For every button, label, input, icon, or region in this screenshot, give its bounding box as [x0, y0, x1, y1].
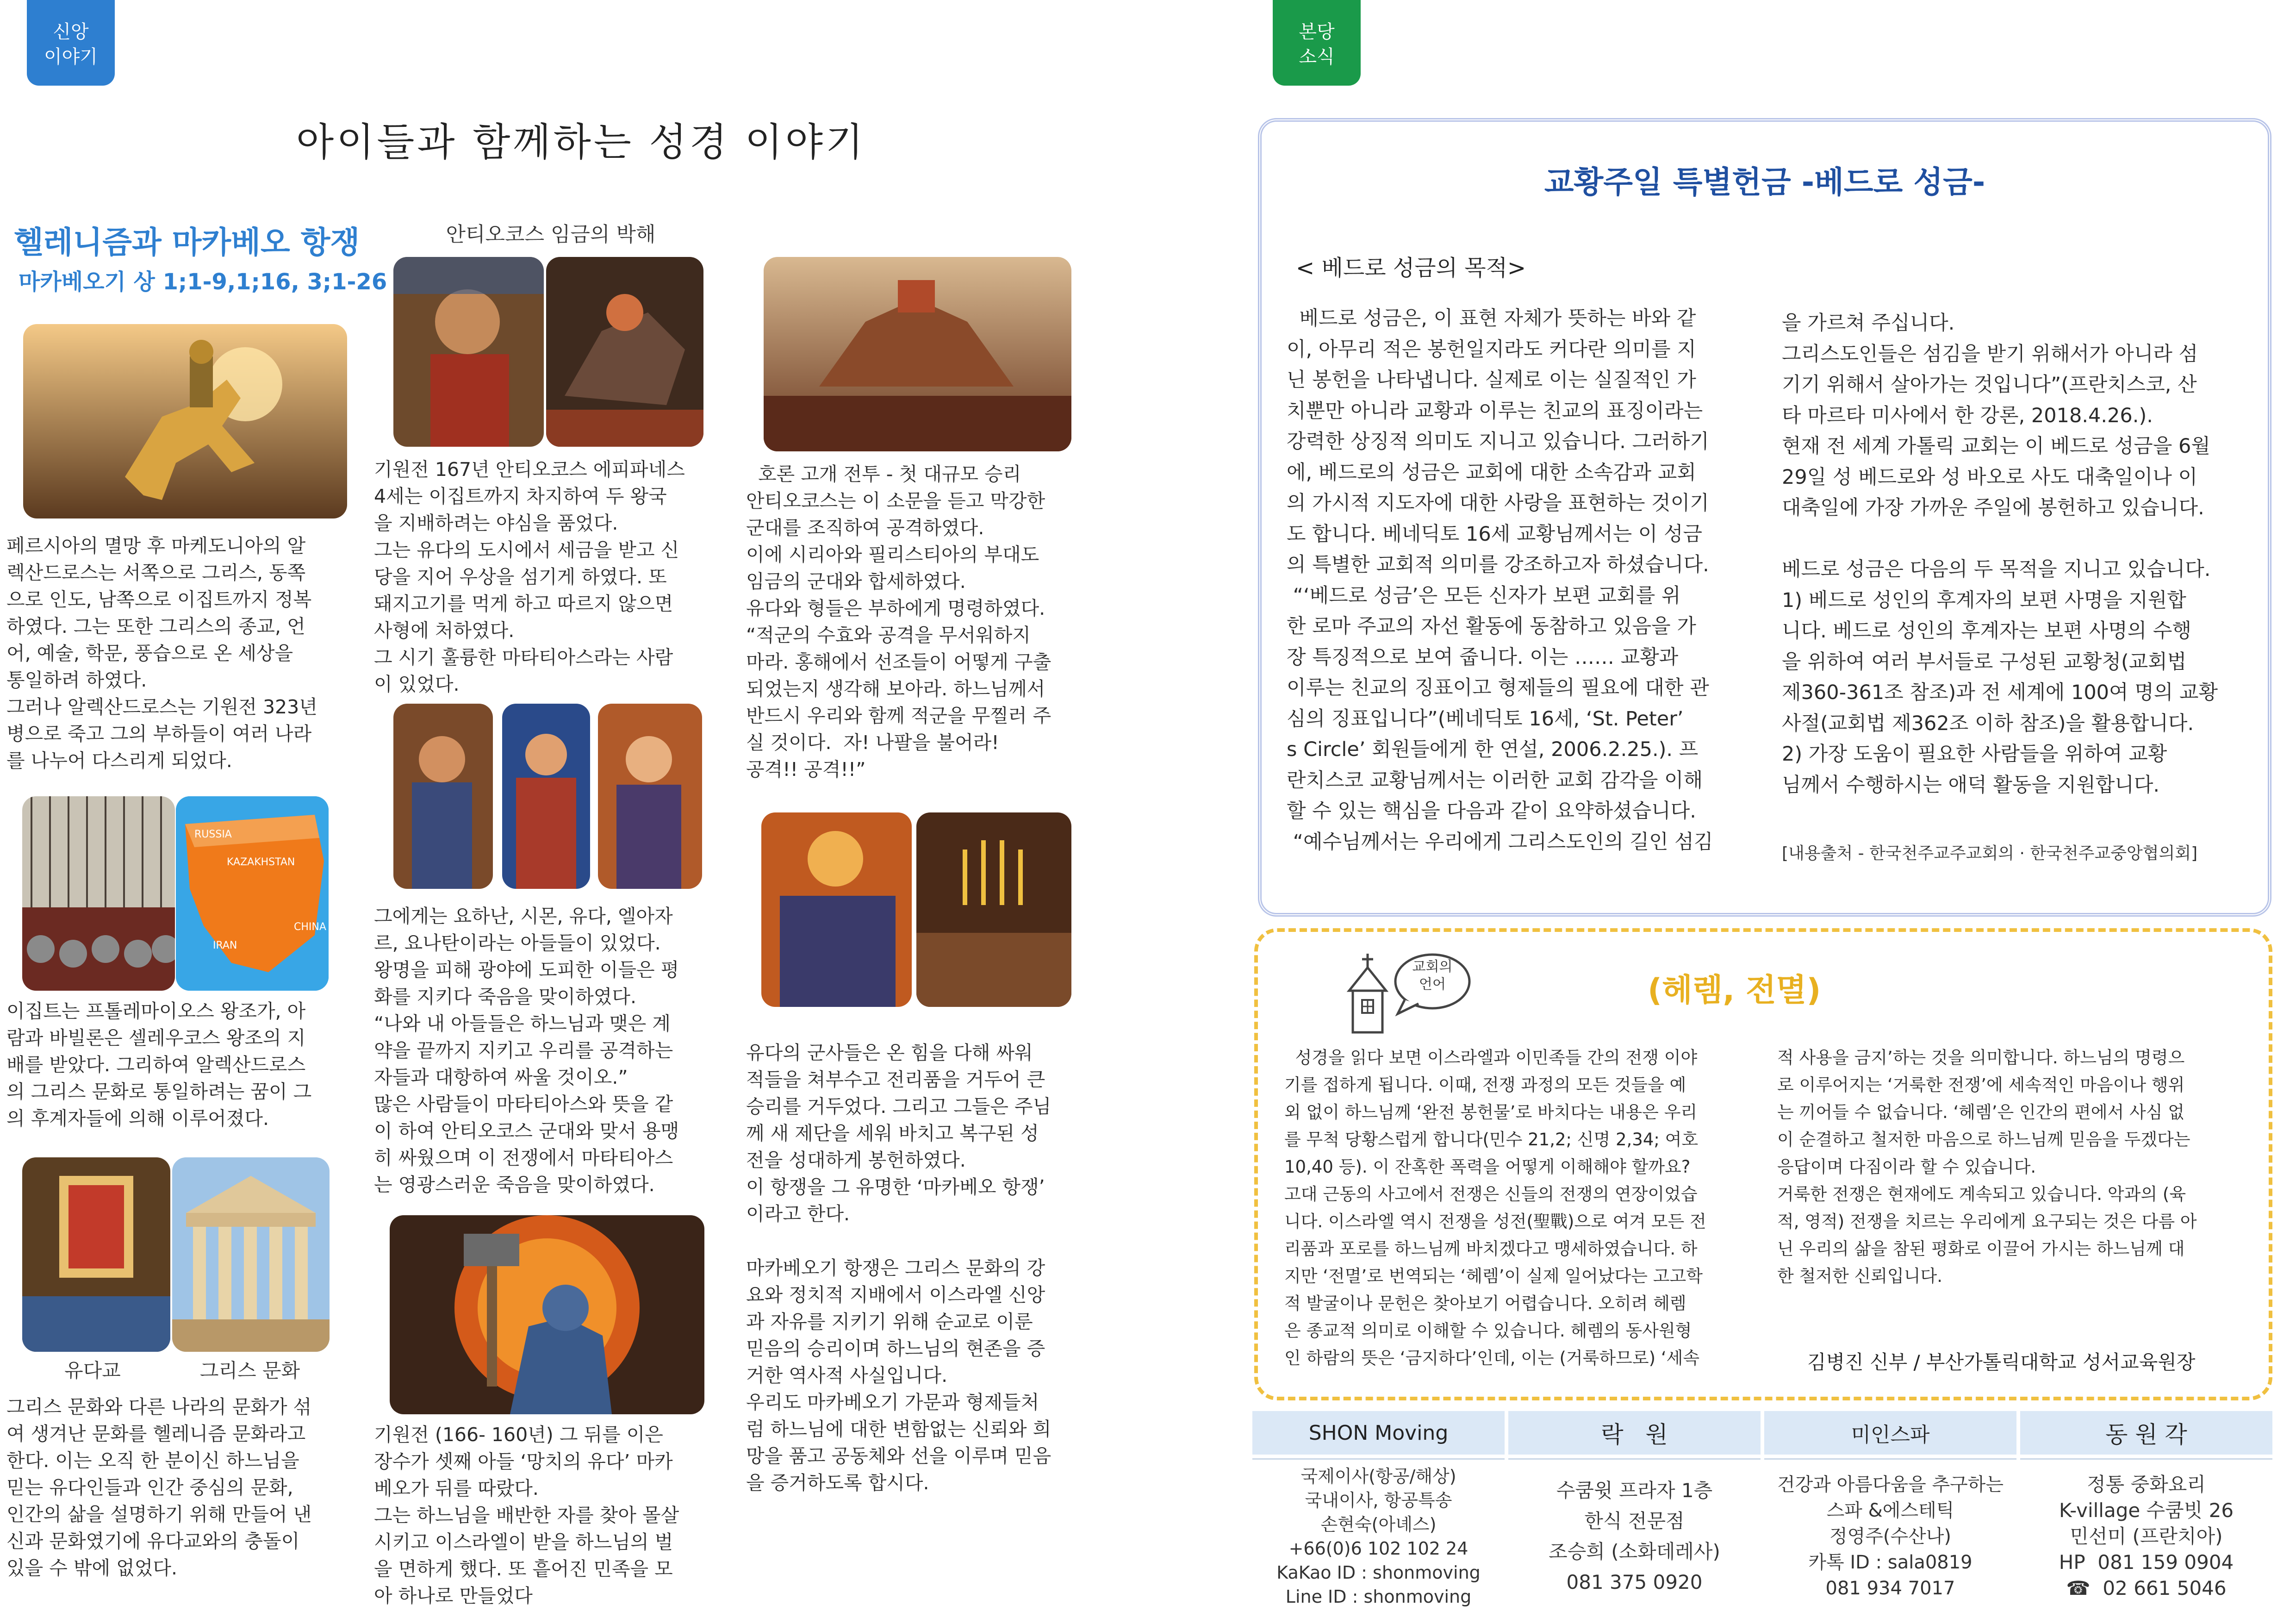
col1-paragraph-1: 페르시아의 멸망 후 마케도니아의 알 렉산드로스는 서쪽으로 그리스, 동쪽 으로 인도, 남쪽으로 이집트까지 정복 하였다. 그는 또한 그리스의 종교, 언 어, 예술, 학문, 풍습으로 온 세상을 통일하려 하였다. 그러나 알렉산드로스는 기원전 323년 병으로 죽고 그의 부하들이 여러 나라 를 나누어 다스리게 되었다. [6, 535, 317, 772]
map-label-kazakhstan: KAZAKHSTAN [227, 856, 295, 868]
caption-greek-culture: 그리스 문화 [199, 1359, 300, 1382]
herem-right-column: 적 사용을 금지’하는 것을 의미합니다. 하느님의 명령으 로 이루어지는 ‘거룩한 전쟁’에 세속적인 마음이나 행위 는 끼어들 수 없습니다. ‘헤렘’은 인간의 편에서 사심 없 이 순결하고 철저한 마음으로 하느님께 믿음을 두겠다는 응답이며 다짐이라 할 수 있습니다. 거룩한 전쟁은 현재에도 계속되고 있습니다. 악과의 (육 적, 영적) 전쟁을 치르는 우리에게 요구되는 것은 다름 아 닌 우리의 삶을 참된 평화로 이끌어 가시는 하느님께 대 한 철저한 신뢰입니다. [1777, 1048, 2197, 1286]
section-reference: 마카베오기 상 1;1-9,1;16, 3;1-26 [19, 269, 387, 295]
peter-pence-right-column: 을 가르쳐 주십니다. 그리스도인들은 섬김을 받기 위해서가 아니라 섬 기기 위해서 살아가는 것입니다”(프란치스코, 산 타 마르타 미사에서 한 강론, 2018.4.26.). 현재 전 세계 가톨릭 교회는 이 베드로 성금을 6월 29일 성 베드로와 성 바오로 사도 대축일이나 이 대축일에 가장 가까운 주일에 봉헌하고 있습니다. 베드로 성금은 다음의 두 목적을 지니고 있습니다. 1) 베드로 성인의 후계자의 보편 사명을 지원합 니다. 베드로 성인의 후계자는 보편 사명의 수행 을 위하여 여러 부서들로 구성된 교황청(교회법 제360-361조 참조)과 전 세계에 100여 명의 교황 사절(교회법 제362조 이하 참조)을 활용합니다. 2) 가장 도움이 필요한 사람들을 위하여 교황 님께서 수행하시는 애덕 활동을 지원합니다. [1782, 312, 2218, 797]
ad-header-miin-spa: 미인스파 [1764, 1411, 2016, 1455]
col2-paragraph-1: 기원전 167년 안티오코스 에피파네스 4세는 이집트까지 차지하여 두 왕국 을 지배하려는 야심을 품었다. 그는 유다의 도시에서 세금을 받고 신 당을 지어 우상을 섬기게 하였다. 또 돼지고기를 먹게 하고 따르지 않으면 사형에 처하였다. 그 시기 훌륭한 마타티아스라는 사람 이 있었다. [374, 458, 685, 695]
col3-paragraph-2: 유다의 군사들은 온 힘을 다해 싸워 적들을 쳐부수고 전리품을 거두어 큰 승리를 거두었다. 그리고 그들은 주님 께 새 제단을 세워 바치고 복구된 성 전을 성대하게 봉헌하였다. 이 항쟁을 그 유명한 ‘마카베오 항쟁’ 이라고 한다. [746, 1042, 1052, 1225]
horon-battle-image [764, 257, 1071, 451]
peter-pence-title: 교황주일 특별헌금 -베드로 성금- [1544, 164, 1985, 200]
church-language-icon-label: 교회의 언어 [1412, 959, 1453, 993]
section-title: 헬레니즘과 마카베오 항쟁 [14, 225, 360, 260]
judaism-image [22, 1157, 170, 1352]
caption-judaism: 유다교 [64, 1359, 121, 1382]
greek-culture-image [172, 1157, 330, 1352]
col3-paragraph-1: 호론 고개 전투 - 첫 대규모 승리 안티오코스는 이 소문을 듣고 막강한 군대를 조직하여 공격하였다. 이에 시리아와 필리스티아의 부대도 임금의 군대와 합세하였다. 유다와 형들은 부하에게 명령하였다. “적군의 수효와 공격을 무서워하지 마라. 홍해에서 선조들이 어떻게 구출 되었는지 생각해 보아라. 하느님께서 반드시 우리와 함께 적군을 무찔러 주 실 것이다. 자! 나팔을 불어라! 공격!! 공격!!” [746, 463, 1052, 781]
map-label-russia: RUSSIA [194, 829, 232, 840]
col3-paragraph-3: 마카베오기 항쟁은 그리스 문화의 강 요와 정치적 지배에서 이스라엘 신앙 과 자유를 지키기 위해 순교로 이룬 믿음의 승리이며 하느님의 현존을 증 거한 역사적 사실입니다. 우리도 마카베오기 가문과 형제들처 럼 하느님에 대한 변함없는 신뢰와 희 망을 품고 공동체와 선을 이루며 믿음 을 증거하도록 합시다. [746, 1257, 1052, 1494]
ad-body-miin-spa: 건강과 아름다움을 추구하는 스파 &에스테틱 정영주(수산나) 카톡 ID : sala0819 081 934 7017 [1764, 1458, 2016, 1613]
peter-pence-subtitle: < 베드로 성금의 목적> [1296, 255, 1526, 281]
col2-paragraph-3: 기원전 (166- 160년) 그 뒤를 이은 장수가 셋째 아들 ‘망치의 유다’ 마카 베오가 뒤를 따랐다. 그는 하느님을 배반한 자를 찾아 몰살 시키고 이스라엘이 받을 하느님의 벌 을 면하게 했다. 또 흩어진 민족을 모 아 하나로 만들었다 [374, 1424, 679, 1607]
sons-image-1 [393, 704, 493, 889]
church-language-icon [1344, 949, 1474, 1037]
hellenistic-map-image [176, 796, 329, 991]
victory-image-right [916, 812, 1071, 1007]
victory-image-left [761, 812, 912, 1007]
section-tab-faith: 신앙 이야기 [27, 0, 115, 86]
ad-header-shon-moving: SHON Moving [1252, 1411, 1505, 1455]
herem-left-column: 성경을 읽다 보면 이스라엘과 이민족들 간의 전쟁 이야 기를 접하게 됩니다. 이때, 전쟁 과정의 모든 것들을 예 외 없이 하느님께 ‘완전 봉헌물’로 바치다는 내용은 우리 를 무척 당황스럽게 합니다(민수 21,2; 신명 2,34; 여호 10,40 등). 이 잔혹한 폭력을 어떻게 이해해야 할까요? 고대 근동의 사고에서 전쟁은 신들의 전쟁의 연장이었습 니다. 이스라엘 역시 전쟁을 성전(聖戰)으로 여겨 모든 전 리품과 포로를 하느님께 바치겠다고 맹세하였습니다. 하 지만 ‘전멸’로 번역되는 ‘헤렘’이 실제 일어났다는 고고학 적 발굴이나 문헌은 찾아보기 어렵습니다. 오히려 헤렘 은 종교적 의미로 이해할 수 있습니다. 헤렘의 동사원형 인 하람의 뜻은 ‘금지하다’인데, 이는 (거룩하므로) ‘세속 [1284, 1048, 1706, 1368]
alexander-horse-image [23, 324, 347, 518]
herem-author: 김병진 신부 / 부산가톨릭대학교 성서교육원장 [1807, 1351, 2196, 1374]
sons-image-2 [502, 704, 590, 889]
ad-header-rakwon: 락 원 [1508, 1411, 1761, 1455]
persecution-image-left [393, 257, 544, 447]
map-label-china: CHINA [294, 921, 326, 933]
col1-paragraph-3: 그리스 문화와 다른 나라의 문화가 섞 여 생겨난 문화를 헬레니즘 문화라고 한다. 이는 오직 한 분이신 하느님을 믿는 유다인들과 인간 중심의 문화, 인간의 삶을 설명하기 위해 만들어 낸 신과 문화였기에 유다교와의 충돌이 있을 수 밖에 없었다. [6, 1396, 312, 1579]
section-tab-parish-news: 본당 소식 [1273, 0, 1361, 86]
judas-hammer-image [390, 1215, 704, 1414]
ad-body-rakwon: 수쿰윗 프라자 1층 한식 전문점 조승희 (소화데레사) 081 375 0920 [1508, 1458, 1761, 1613]
col2-paragraph-2: 그에게는 요하난, 시몬, 유다, 엘아자 르, 요나탄이라는 아들들이 있었다. 왕명을 피해 광야에 도피한 이들은 평 화를 지키다 죽음을 맞이하였다. “나와 내 아들들은 하느님과 맺은 계 약을 끝까지 지키고 우리를 공격하는 자들과 대항하여 싸울 것이오.” 많은 사람들이 마타티아스와 뜻을 같 이 하여 안티오코스 군대와 맞서 용맹 히 싸웠으며 이 전쟁에서 마타티아스 는 영광스러운 죽음을 맞이하였다. [374, 905, 679, 1196]
page-title: 아이들과 함께하는 성경 이야기 [296, 119, 866, 165]
peter-pence-left-column: 베드로 성금은, 이 표현 자체가 뜻하는 바와 같 이, 아무리 적은 봉헌일지라도 커다란 의미를 지 닌 봉헌을 나타냅니다. 실제로 이는 실질적인 가 치뿐만 아니라 교황과 이루는 친교의 표징이라는 강력한 상징적 의미도 지니고 있습니다. 그러하기 에, 베드로의 성금은 교회에 대한 소속감과 교회 의 가시적 지도자에 대한 사랑을 표현하는 것이기 도 합니다. 베네딕토 16세 교황님께서는 이 성금 의 특별한 교회적 의미를 강조하고자 하셨습니다. “‘베드로 성금’은 모든 신자가 보편 교회를 위 한 로마 주교의 자선 활동에 동참하고 있음을 가 장 특징적으로 보여 줍니다. 이는 …… 교황과 이루는 친교의 징표이고 형제들의 필요에 대한 관 심의 징표입니다”(베네딕토 16세, ‘St. Peter’ s Circle’ 회원들에게 한 연설, 2006.2.25.). 프 란치스코 교황님께서는 이러한 교회 감각을 이해 할 수 있는 핵심을 다음과 같이 요약하셨습니다. “예수님께서는 우리에게 그리스도인의 길인 섬김 [1287, 307, 1713, 854]
map-label-iran: IRAN [213, 940, 237, 951]
peter-pence-source: [내용출처 - 한국천주교주교회의 · 한국천주교중앙협의회] [1782, 844, 2198, 863]
ad-body-dongwongak: 정통 중화요리 K-village 수쿰빗 26 민선미 (프란치아) HP 081 159 0904 ☎ 02 661 5046 [2020, 1458, 2272, 1613]
sons-image-3 [598, 704, 702, 889]
sponsor-ads-table [1249, 1407, 2276, 1617]
ad-header-dongwongak: 동 원 각 [2020, 1411, 2272, 1455]
persecution-image-right [546, 257, 703, 447]
army-image [22, 796, 175, 991]
ad-body-shon-moving: 국제이사(항공/해상) 국내이사, 항공특송 손현숙(아녜스) +66(0)6 102 102 24 KaKao ID : shonmoving Line ID : shonmoving [1252, 1458, 1505, 1613]
col1-paragraph-2: 이집트는 프톨레마이오스 왕조가, 아 람과 바빌론은 셀레우코스 왕조의 지 배를 받았다. 그리하여 알렉산드로스 의 그리스 문화로 통일하려는 꿈이 그 의 후계자들에 의해 이루어졌다. [6, 1000, 312, 1130]
caption-antiochus-persecution: 안티오코스 임금의 박해 [446, 223, 656, 246]
herem-title: (헤렘, 전멸) [1648, 972, 1821, 1009]
